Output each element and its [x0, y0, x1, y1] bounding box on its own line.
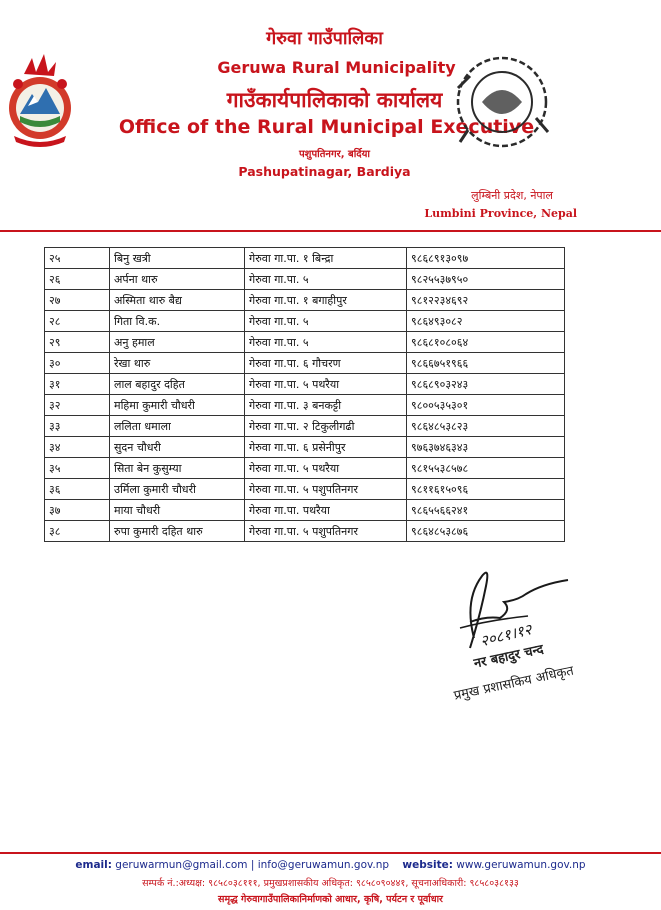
address-cell: गेरुवा गा.पा. ५ पथरैया	[245, 374, 407, 395]
serial-number-cell: ३५	[45, 458, 110, 479]
serial-number-cell: २८	[45, 311, 110, 332]
phone-cell: ९८६८९०३२४३	[407, 374, 565, 395]
phone-cell: ९८११६१५०९६	[407, 479, 565, 500]
address-cell: गेरुवा गा.पा. २ टिकुलीगढी	[245, 416, 407, 437]
address-cell: गेरुवा गा.पा. ५ पथरैया	[245, 458, 407, 479]
address-cell: गेरुवा गा.पा. ६ प्रसेनीपुर	[245, 437, 407, 458]
province-nepali: लुम्बिनी प्रदेश, नेपाल	[471, 189, 553, 202]
serial-number-cell: ३२	[45, 395, 110, 416]
name-cell: सुदन चौधरी	[110, 437, 245, 458]
address-cell: गेरुवा गा.पा. ३ बनकट्टी	[245, 395, 407, 416]
address-cell: गेरुवा गा.पा. पथरैया	[245, 500, 407, 521]
address-cell: गेरुवा गा.पा. ५	[245, 269, 407, 290]
phone-cell: ९८६८१०८०६४	[407, 332, 565, 353]
phone-cell: ९७६३७४६३४३	[407, 437, 565, 458]
footer-phone-numbers: सम्पर्क नं.:अध्यक्ष: ९८५८०३८१११, प्रमुखप्रशासकीय अधिकृत: ९८५८०९०४४१, सूचनाअधिकारी: ९८५८०३८१३३	[142, 878, 519, 889]
phone-cell: ९८२५५३७९५०	[407, 269, 565, 290]
table-row	[45, 290, 565, 311]
phone-cell: ९८६४८५३८२३	[407, 416, 565, 437]
address-cell: गेरुवा गा.पा. ५	[245, 311, 407, 332]
table-row	[45, 269, 565, 290]
website-link[interactable]: www.geruwamun.gov.np	[456, 859, 586, 871]
email-addresses[interactable]: geruwarmun@gmail.com | info@geruwamun.gov.np	[115, 859, 390, 871]
table-row	[45, 311, 565, 332]
address-cell: गेरुवा गा.पा. १ बिन्द्रा	[245, 248, 407, 269]
serial-number-cell: २५	[45, 248, 110, 269]
address-english: Pashupatinagar, Bardiya	[238, 164, 411, 179]
name-cell: रुपा कुमारी दहित थारु	[110, 521, 245, 542]
serial-number-cell: ३०	[45, 353, 110, 374]
municipality-name-english: Geruwa Rural Municipality	[217, 58, 456, 77]
address-cell: गेरुवा गा.पा. ५ पशुपतिनगर	[245, 521, 407, 542]
serial-number-cell: २६	[45, 269, 110, 290]
signature-date: २०८१।१२	[478, 620, 534, 651]
name-cell: अर्पना थारु	[110, 269, 245, 290]
phone-cell: ९८१५५३८५७८	[407, 458, 565, 479]
footer-slogan: समृद्ध गेरुवागाउँपालिकानिर्माणको आधार, कृषि, पर्यटन र पूर्वाधार	[218, 894, 443, 905]
serial-number-cell: ३८	[45, 521, 110, 542]
name-cell: रेखा थारु	[110, 353, 245, 374]
phone-cell: ९८६८९१३०९७	[407, 248, 565, 269]
table-row	[45, 479, 565, 500]
name-cell: बिनु खत्री	[110, 248, 245, 269]
roster-table	[44, 247, 565, 542]
municipality-name-nepali: गेरुवा गाउँपालिका	[266, 28, 383, 49]
table-row	[45, 437, 565, 458]
address-cell: गेरुवा गा.पा. ५ पशुपतिनगर	[245, 479, 407, 500]
serial-number-cell: ३६	[45, 479, 110, 500]
phone-cell: ९८६४८५३८७६	[407, 521, 565, 542]
name-cell: अनु हमाल	[110, 332, 245, 353]
email-label: email:	[75, 859, 112, 871]
office-name-nepali: गाउँकार्यपालिकाको कार्यालय	[226, 88, 443, 112]
footer-divider	[0, 852, 661, 854]
name-cell: माया चौधरी	[110, 500, 245, 521]
address-cell: गेरुवा गा.पा. ६ गौचरण	[245, 353, 407, 374]
website-label: website:	[402, 859, 453, 871]
name-cell: सिता बेन कुसुम्या	[110, 458, 245, 479]
office-seal-stamp	[448, 48, 560, 166]
table-row	[45, 248, 565, 269]
serial-number-cell: ३४	[45, 437, 110, 458]
address-cell: गेरुवा गा.पा. ५	[245, 332, 407, 353]
roster-table-body	[45, 248, 565, 542]
serial-number-cell: ३७	[45, 500, 110, 521]
serial-number-cell: ३१	[45, 374, 110, 395]
table-row	[45, 500, 565, 521]
phone-cell: ९८६४९३०८२	[407, 311, 565, 332]
name-cell: उर्मिला कुमारी चौधरी	[110, 479, 245, 500]
table-row	[45, 332, 565, 353]
phone-cell: ९८१२२३४६९२	[407, 290, 565, 311]
signatory-title: प्रमुख प्रशासकिय अधिकृत	[452, 663, 576, 704]
header-divider	[0, 230, 661, 232]
table-row	[45, 458, 565, 479]
serial-number-cell: ३३	[45, 416, 110, 437]
table-row	[45, 395, 565, 416]
serial-number-cell: २९	[45, 332, 110, 353]
phone-cell: ९८६६७५१९६६	[407, 353, 565, 374]
table-row	[45, 416, 565, 437]
name-cell: अस्मिता थारु बैद्य	[110, 290, 245, 311]
phone-cell: ९८६५५६६२४१	[407, 500, 565, 521]
serial-number-cell: २७	[45, 290, 110, 311]
address-nepali: पशुपतिनगर, बर्दिया	[298, 149, 370, 160]
table-row	[45, 521, 565, 542]
name-cell: लाल बहादुर दहित	[110, 374, 245, 395]
phone-cell: ९८००५३५३०१	[407, 395, 565, 416]
footer-contact-line	[0, 859, 661, 871]
address-cell: गेरुवा गा.पा. १ बगाहीपुर	[245, 290, 407, 311]
name-cell: ललिता धमाला	[110, 416, 245, 437]
table-row	[45, 353, 565, 374]
name-cell: गिता वि.क.	[110, 311, 245, 332]
table-row	[45, 374, 565, 395]
office-name-english: Office of the Rural Municipal Executive	[118, 116, 535, 138]
name-cell: महिमा कुमारी चौधरी	[110, 395, 245, 416]
signatory-name: नर बहादुर चन्द	[472, 642, 545, 672]
province-english: Lumbini Province, Nepal	[424, 207, 577, 220]
